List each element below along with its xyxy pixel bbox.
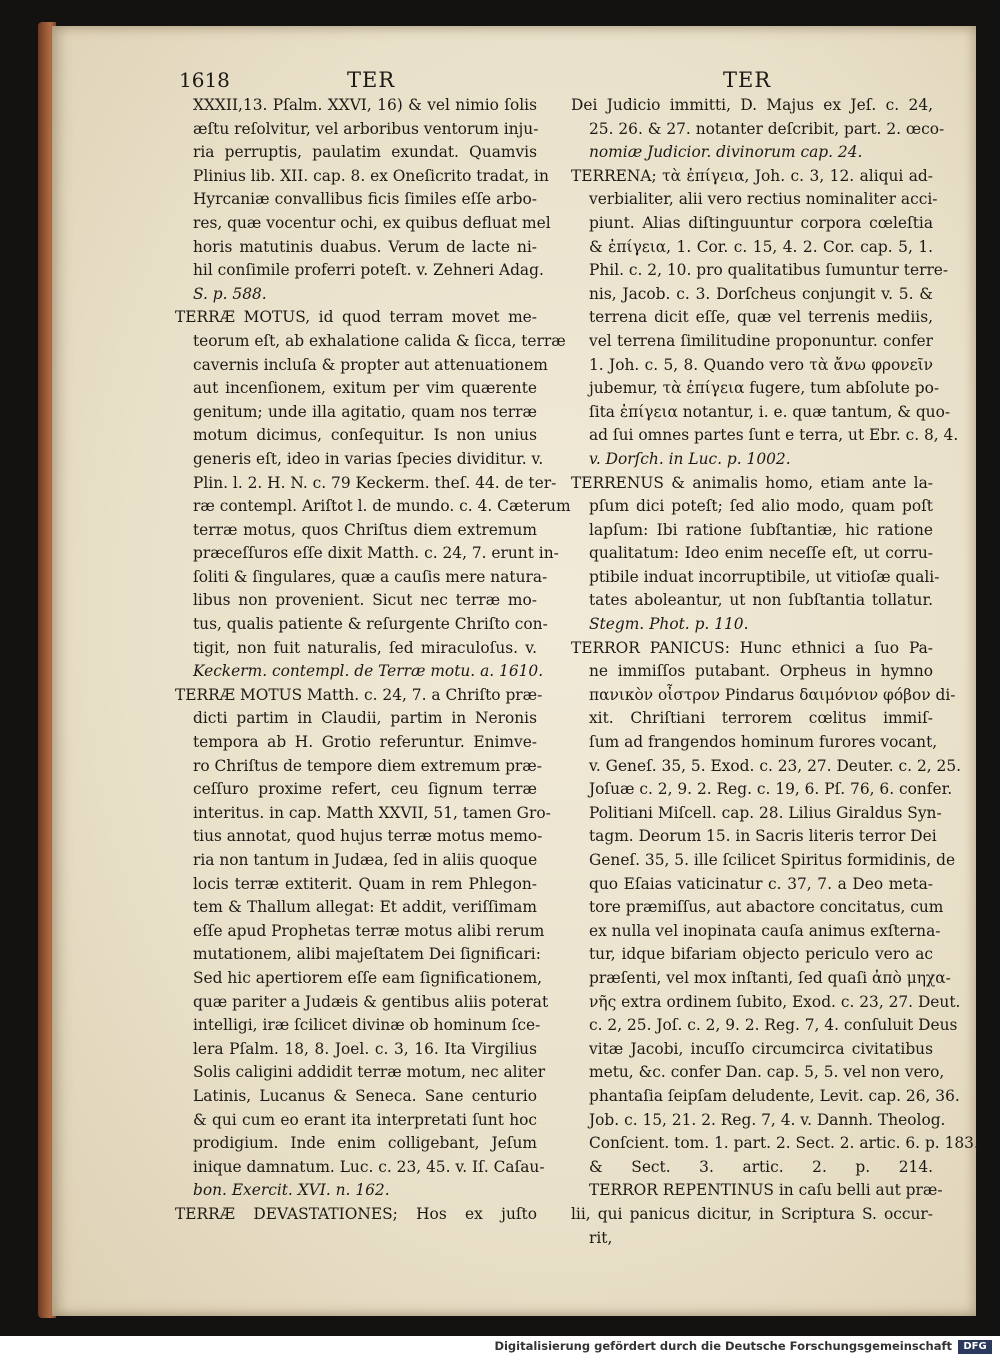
text-line: tigit, non fuit naturalis, ſed miraculoſus. v. [193, 638, 537, 657]
text-line: ceſſuro proxime refert, ceu ſignum terræ [193, 780, 537, 799]
text-line: TERRENUS & animalis homo, etiam ante la- [571, 473, 933, 492]
text-line: prodigium. Inde enim colligebant, Jeſum [193, 1134, 537, 1153]
text-line: quo Eſaias vaticinatur c. 37, 7. a Deo meta- [589, 874, 933, 893]
text-line: nomiæ Judicior. divinorum cap. 24. [589, 143, 863, 162]
right-column [571, 94, 979, 1250]
text-line: lii, qui panicus dicitur, in Scriptura S. occur- [571, 1204, 933, 1223]
text-line: motum dicimus, conſequitur. Is non unius [193, 426, 537, 445]
text-line: Hyrcaniæ convallibus ficis ſimiles eſſe arbo- [193, 190, 537, 209]
text-line: TERRÆ MOTUS, id quod terram movet me- [175, 308, 537, 327]
text-line: Job. c. 15, 21. 2. Reg. 7, 4. v. Dannh. Theolog. [589, 1110, 946, 1129]
text-line: Plinius lib. XII. cap. 8. ex Oneſicrito tradat, in [193, 166, 549, 185]
text-line: metu, &c. confer Dan. cap. 5, 5. vel non vero, [589, 1063, 945, 1082]
text-line: tates aboleantur, ut non ſubſtantia tollatur. [589, 591, 933, 610]
text-line: TERRENA; τὰ ἐπίγεια, Joh. c. 3, 12. aliqui ad- [571, 166, 933, 185]
text-line: teorum eſt, ab exhalatione calida & ſicca, terræ [193, 331, 566, 350]
text-line: horis matutinis duabus. Verum de lacte ni- [193, 237, 537, 256]
text-line: Sed hic apertiorem eſſe eam ſignificationem, [193, 968, 543, 987]
text-line: lera Pſalm. 18, 8. Joel. c. 3, 16. Ita Virgilius [193, 1039, 537, 1058]
page-header [175, 66, 945, 96]
text-line: inique damnatum. Luc. c. 23, 45. v. Iſ. Caſau- [193, 1157, 545, 1176]
text-line: xit. Chriſtiani terrorem cœlitus immiſ- [589, 709, 933, 728]
footer-credit: Digitalisierung gefördert durch die Deutsche Forschungsgemeinschaft [494, 1339, 952, 1353]
text-line: TERROR REPENTINUS in caſu belli aut præ- [589, 1181, 943, 1200]
text-line: tore præmiſſus, aut abactore concitatus, cum [589, 898, 944, 917]
text-line: ſita ἐπίγεια notantur, i. e. quæ tantum, & quo- [589, 402, 951, 421]
text-line: 25. 26. & 27. notanter deſcribit, part. 2. œco- [589, 119, 945, 138]
text-line: locis terræ extiterit. Quam in rem Phlegon- [193, 874, 537, 893]
dfg-logo: DFG [958, 1340, 992, 1354]
text-line: eſſe apud Prophetas terræ motus alibi rerum [193, 921, 545, 940]
text-line: Keckerm. contempl. de Terræ motu. a. 1610. [193, 662, 544, 681]
page-number: 1618 [179, 68, 230, 92]
text-line: terræ motus, quos Chriſtus diem extremum [193, 520, 537, 539]
running-head-right: TER [723, 68, 772, 92]
text-line: libus non provenient. Sicut nec terræ mo- [193, 591, 537, 610]
text-line: ria non tantum in Judæa, ſed in aliis quoque [193, 851, 538, 869]
text-line: lapſum: Ibi ratione ſubſtantiæ, hic ratione [589, 520, 933, 539]
text-line: Geneſ. 35, 5. ille ſcilicet Spiritus formidinis, de [589, 851, 956, 869]
text-line: S. p. 588. [193, 284, 267, 303]
text-line: νῆς extra ordinem ſubito, Exod. c. 23, 27. Deut. [589, 992, 961, 1011]
text-line: terrena dicit eſſe, quæ vel terrenis mediis, [589, 308, 933, 327]
text-line: tem & Thallum allegat: Et addit, veriſſimam [193, 898, 537, 917]
text-line: jubemur, τὰ ἐπίγεια fugere, tum abſolute po- [589, 379, 940, 398]
text-line: Stegm. Phot. p. 110. [589, 615, 749, 634]
text-line: hil conſimile proferri poteſt. v. Zehneri Adag. [193, 261, 544, 280]
text-line: ria perruptis, paulatim exundat. Quamvis [193, 143, 537, 162]
text-line: & ἐπίγεια, 1. Cor. c. 15, 4. 2. Cor. cap. 5, 1. [589, 237, 933, 256]
text-line: ne immiſſos putabant. Orpheus in hymno [589, 662, 933, 681]
text-line: πανικὸν οἶστρον Pindarus δαιμόνιον φόβον di- [589, 685, 956, 704]
text-line: Solis caligini addidit terræ motum, nec aliter [193, 1063, 546, 1082]
text-line: & qui cum eo erant ita interpretati ſunt hoc [193, 1110, 537, 1129]
text-line: rit, [589, 1228, 613, 1247]
text-line: Politiani Miſcell. cap. 28. Lilius Giraldus Syn- [589, 803, 942, 822]
text-line: cavernis incluſa & propter aut attenuationem [193, 355, 548, 374]
text-line: vel terrena ſimilitudine proponuntur. confer [589, 331, 933, 350]
text-line: 1. Joh. c. 5, 8. Quando vero τὰ ἄνω φρονεῖν [589, 355, 933, 374]
text-line: tius annotat, quod hujus terræ motus memo- [193, 827, 543, 846]
text-line: interitus. in cap. Matth XXVII, 51, tamen Gro- [193, 803, 551, 822]
text-line: dicti partim in Claudii, partim in Neronis [193, 709, 537, 728]
text-line: nis, Jacob. c. 3. Dorſcheus conjungit v. 5. & [589, 284, 933, 303]
text-line: Phil. c. 2, 10. pro qualitatibus ſumuntur terre- [589, 261, 949, 280]
text-line: ro Chriſtus de tempore diem extremum præ- [193, 756, 542, 775]
text-line: piunt. Alias diſtinguuntur corpora cœleſtia [589, 213, 933, 232]
text-line: TERROR PANICUS: Hunc ethnici a ſuo Pa- [571, 638, 933, 657]
text-line: tur, idque bifariam objecto periculo vero ac [589, 945, 933, 964]
text-line: qualitatum: Ideo enim neceſſe eſt, ut corru- [589, 544, 933, 563]
running-head-left: TER [347, 68, 396, 92]
text-line: præceſſuros eſſe dixit Matth. c. 24, 7. erunt in- [193, 544, 559, 563]
text-line: quæ pariter a Judæis & gentibus aliis poterat [193, 992, 549, 1011]
text-line: ad ſui omnes partes ſunt e terra, ut Ebr. c. 8, 4. [589, 426, 959, 445]
text-line: Dei Judicio immitti, D. Majus ex Jeſ. c. 24, [571, 96, 933, 114]
left-column [175, 94, 571, 1227]
text-line: vitæ Jacobi, incuſſo circumcirca civitatibus [589, 1039, 933, 1058]
text-line: ſoliti & ſingulares, quæ a cauſis mere natura- [193, 567, 548, 586]
text-line: aut incenſionem, exitum per vim quærente [193, 379, 537, 398]
text-line: v. Geneſ. 35, 5. Exod. c. 23, 27. Deuter. c. 2, 25. [589, 756, 962, 775]
text-line: præſenti, vel mox inſtanti, ſed quaſi ἀπὸ μηχα- [589, 968, 951, 987]
text-line: TERRÆ DEVASTATIONES; Hos ex juſto [175, 1204, 537, 1223]
text-line: phantaſia ſeipſam deludente, Levit. cap. 26, 36. [589, 1086, 960, 1105]
footer-bar [0, 1336, 1000, 1358]
text-line: genitum; unde illa agitatio, quam nos terræ [193, 402, 537, 421]
text-line: verbialiter, alii vero rectius nominaliter acci- [589, 190, 938, 209]
text-line: & Sect. 3. artic. 2. p. 214. [589, 1157, 933, 1176]
text-line: mutationem, alibi majeſtatem Dei ſignificari: [193, 945, 541, 964]
text-line: Joſuæ c. 2, 9. 2. Reg. c. 19, 6. Pſ. 76, 6. confer. [589, 780, 953, 799]
text-line: Plin. l. 2. H. N. c. 79 Keckerm. theſ. 44. de ter- [193, 473, 557, 492]
text-line: TERRÆ MOTUS Matth. c. 24, 7. a Chriſto præ- [175, 685, 543, 704]
text-line: ſum ad frangendos hominum furores vocant, [589, 733, 938, 752]
text-line: res, quæ vocentur ochi, ex quibus defluat mel [193, 213, 551, 232]
book-page [52, 26, 979, 1316]
text-line: Latinis, Lucanus & Seneca. Sane centurio [193, 1086, 537, 1105]
text-line: tempora ab H. Grotio referuntur. Enimve- [193, 733, 537, 752]
text-line: c. 2, 25. Joſ. c. 2, 9. 2. Reg. 7, 4. conſuluit Deus [589, 1016, 958, 1035]
text-line: tus, qualis patiente & reſurgente Chriſto con- [193, 615, 548, 634]
text-line: æſtu reſolvitur, vel arboribus ventorum inju- [193, 119, 539, 138]
text-line: Conſcient. tom. 1. part. 2. Sect. 2. artic. 6. p. 183. [589, 1134, 979, 1153]
text-line: pſum dici poteſt; ſed alio modo, quam poſt [589, 497, 933, 516]
text-line: generis eſt, ideo in varias ſpecies dividitur. v. [193, 449, 544, 468]
text-line: ex nulla vel inopinata cauſa animus exſterna- [589, 921, 941, 940]
text-line: XXXII,13. Pſalm. XXVI, 16) & vel nimio ſolis [193, 96, 537, 114]
text-line: ptibile induat incorruptibile, ut vitioſæ quali- [589, 567, 940, 586]
text-line: intelligi, iræ ſcilicet divinæ ob hominum ſce- [193, 1016, 541, 1035]
text-line: tagm. Deorum 15. in Sacris literis terror Dei [589, 827, 937, 846]
text-line: bon. Exercit. XVI. n. 162. [193, 1181, 390, 1200]
page-content [175, 66, 979, 1286]
text-line: ræ contempl. Ariſtot l. de mundo. c. 4. Cæterum [193, 497, 571, 516]
text-line: v. Dorſch. in Luc. p. 1002. [589, 449, 791, 468]
